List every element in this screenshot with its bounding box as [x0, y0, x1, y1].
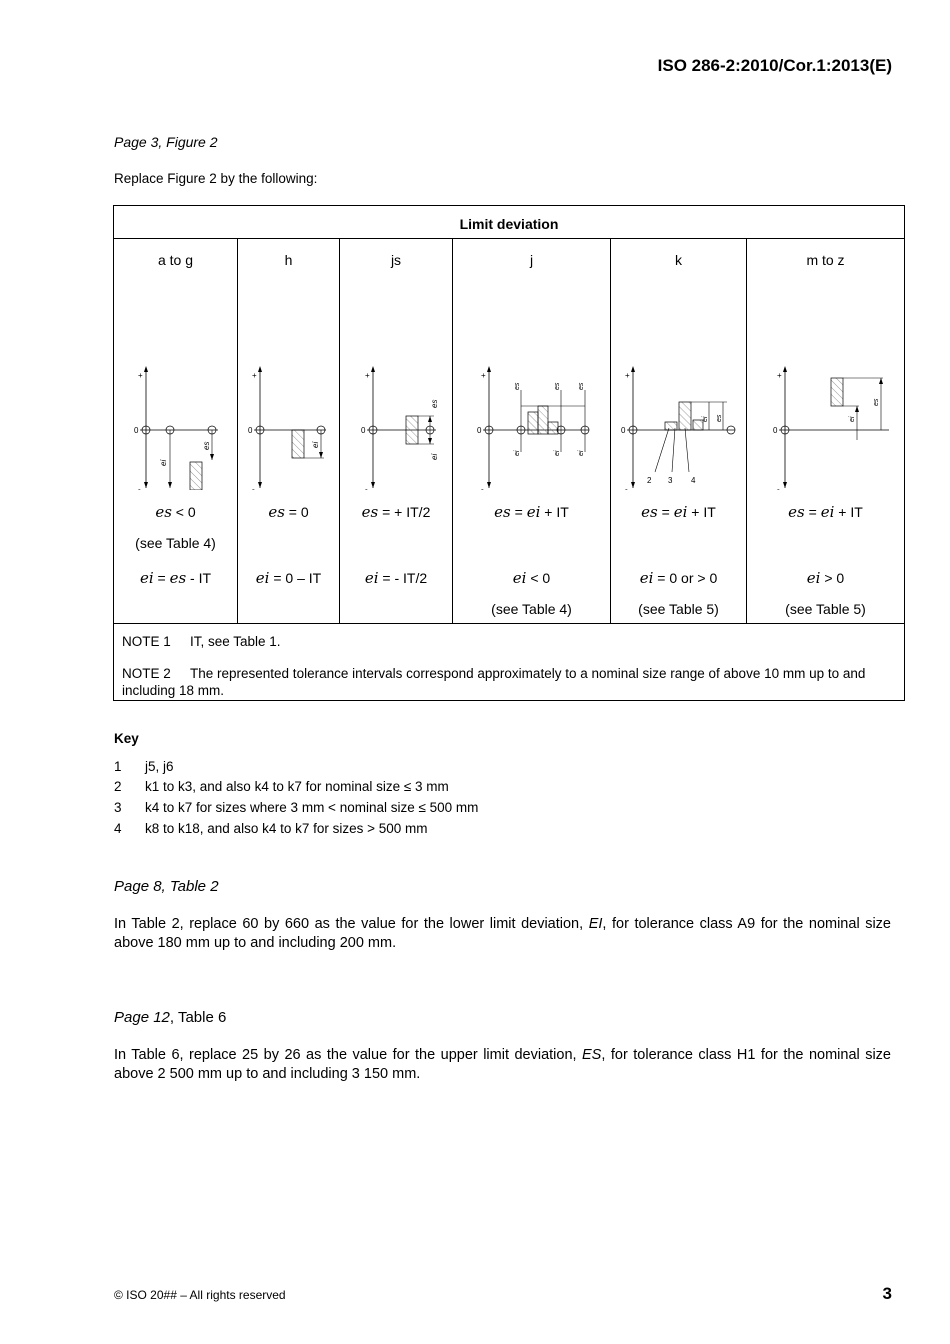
deviation-diagram-j	[453, 360, 611, 490]
section-heading-table2: Page 8, Table 2	[114, 878, 219, 895]
figure-title: Limit deviation	[114, 206, 904, 239]
see-table-note: (see Table 4)	[135, 535, 216, 551]
page-number: 3	[882, 1284, 892, 1303]
minus-label: -	[625, 485, 628, 490]
formula-ei: ei = 0 or > 0	[639, 569, 718, 587]
see-table-note: (see Table 5)	[638, 601, 719, 617]
section-heading-figure: Page 3, Figure 2	[114, 134, 218, 150]
key-item: 1 j5, j6	[114, 759, 174, 774]
ei-label: ei	[311, 441, 320, 448]
copyright-notice: © ISO 20## – All rights reserved	[114, 1288, 286, 1302]
minus-label: -	[777, 485, 780, 490]
column-heading: h	[284, 252, 293, 268]
key-item: 4 k8 to k18, and also k4 to k7 for sizes > 500 mm	[114, 821, 428, 836]
callout-2: 2	[647, 476, 652, 485]
formula-es: es = ei + IT	[494, 503, 569, 521]
plus-label: +	[365, 371, 370, 380]
callout-4: 4	[691, 476, 696, 485]
see-table-note: (see Table 5)	[785, 601, 866, 617]
plus-label: +	[138, 371, 143, 380]
formula-es: es < 0	[155, 503, 196, 521]
key-item: 2 k1 to k3, and also k4 to k7 for nominal size ≤ 3 mm	[114, 779, 449, 794]
zero-label: 0	[773, 426, 778, 435]
zero-label: 0	[621, 426, 626, 435]
ei-label: ei	[578, 450, 585, 456]
paragraph-table2: In Table 2, replace 60 by 660 as the value for the lower limit deviation, EI, for tolerance class A9 for the nominal size above 180 mm up to and including 200 mm.	[114, 916, 891, 951]
ei-label: ei	[849, 416, 856, 422]
formula-es: es = ei + IT	[641, 503, 716, 521]
column-h	[238, 238, 340, 623]
formula-es: es = + IT/2	[361, 503, 431, 521]
column-heading: j	[529, 252, 534, 268]
zero-label: 0	[361, 426, 366, 435]
document-id: ISO 286-2:2010/Cor.1:2013(E)	[657, 56, 892, 75]
column-k	[611, 238, 747, 623]
callout-3: 3	[668, 476, 673, 485]
section-heading-table6: Page 12, Table 6	[114, 1009, 227, 1026]
formula-es: es = 0	[268, 503, 309, 521]
formula-ei: ei > 0	[806, 569, 845, 587]
column-heading: k	[675, 252, 682, 268]
formula-ei: ei = es - IT	[139, 569, 212, 587]
note-2: NOTE 2 The represented tolerance intervals correspond approximately to a nominal size range of above 10 mm up to and including 18 mm.	[122, 666, 866, 698]
minus-label: -	[365, 485, 368, 490]
es-label: es	[554, 382, 561, 390]
zero-label: 0	[134, 426, 139, 435]
column-m-to-z	[747, 238, 904, 623]
column-heading: m to z	[806, 252, 845, 268]
zero-label: 0	[477, 426, 482, 435]
figure-notes	[114, 623, 904, 702]
minus-label: -	[138, 485, 141, 490]
es-label: es	[873, 398, 880, 406]
see-table-note: (see Table 4)	[491, 601, 572, 617]
limit-deviation-figure	[113, 205, 905, 701]
plus-label: +	[625, 371, 630, 380]
column-j	[453, 238, 611, 623]
formula-ei: ei = - IT/2	[364, 569, 428, 587]
deviation-diagram-m-to-z	[747, 360, 904, 490]
deviation-diagram-js	[340, 360, 453, 490]
note-1: NOTE 1 IT, see Table 1.	[122, 634, 281, 649]
ei-label: ei	[554, 450, 561, 456]
ei-label: ei	[430, 453, 439, 460]
column-js	[340, 238, 453, 623]
es-label: es	[716, 414, 723, 422]
key-title: Key	[114, 731, 139, 746]
es-label: es	[430, 399, 439, 408]
ei-label: ei	[159, 459, 168, 466]
plus-label: +	[481, 371, 486, 380]
deviation-diagram-a-to-g	[114, 360, 238, 490]
es-label: es	[578, 382, 585, 390]
formula-es: es = ei + IT	[788, 503, 863, 521]
minus-label: -	[481, 485, 484, 490]
minus-label: -	[252, 485, 255, 490]
column-heading: js	[390, 252, 402, 268]
ei-label: ei	[514, 450, 521, 456]
deviation-diagram-h	[238, 360, 340, 490]
key-item: 3 k4 to k7 for sizes where 3 mm < nominal size ≤ 500 mm	[114, 800, 479, 815]
column-heading: a to g	[157, 252, 194, 268]
deviation-diagram-k	[611, 360, 747, 490]
plus-label: +	[252, 371, 257, 380]
ei-label: ei	[702, 416, 709, 422]
es-label: es	[202, 441, 211, 450]
zero-label: 0	[248, 426, 253, 435]
replace-instruction: Replace Figure 2 by the following:	[114, 171, 318, 186]
formula-ei: ei = 0 – IT	[255, 569, 322, 587]
es-label: es	[514, 382, 521, 390]
paragraph-table6: In Table 6, replace 25 by 26 as the value for the upper limit deviation, ES, for tolerance class H1 for the nominal size above 2 500 mm up to and including 3 150 mm.	[114, 1047, 891, 1082]
plus-label: +	[777, 371, 782, 380]
formula-ei: ei < 0	[512, 569, 551, 587]
column-a-to-g	[114, 238, 238, 623]
